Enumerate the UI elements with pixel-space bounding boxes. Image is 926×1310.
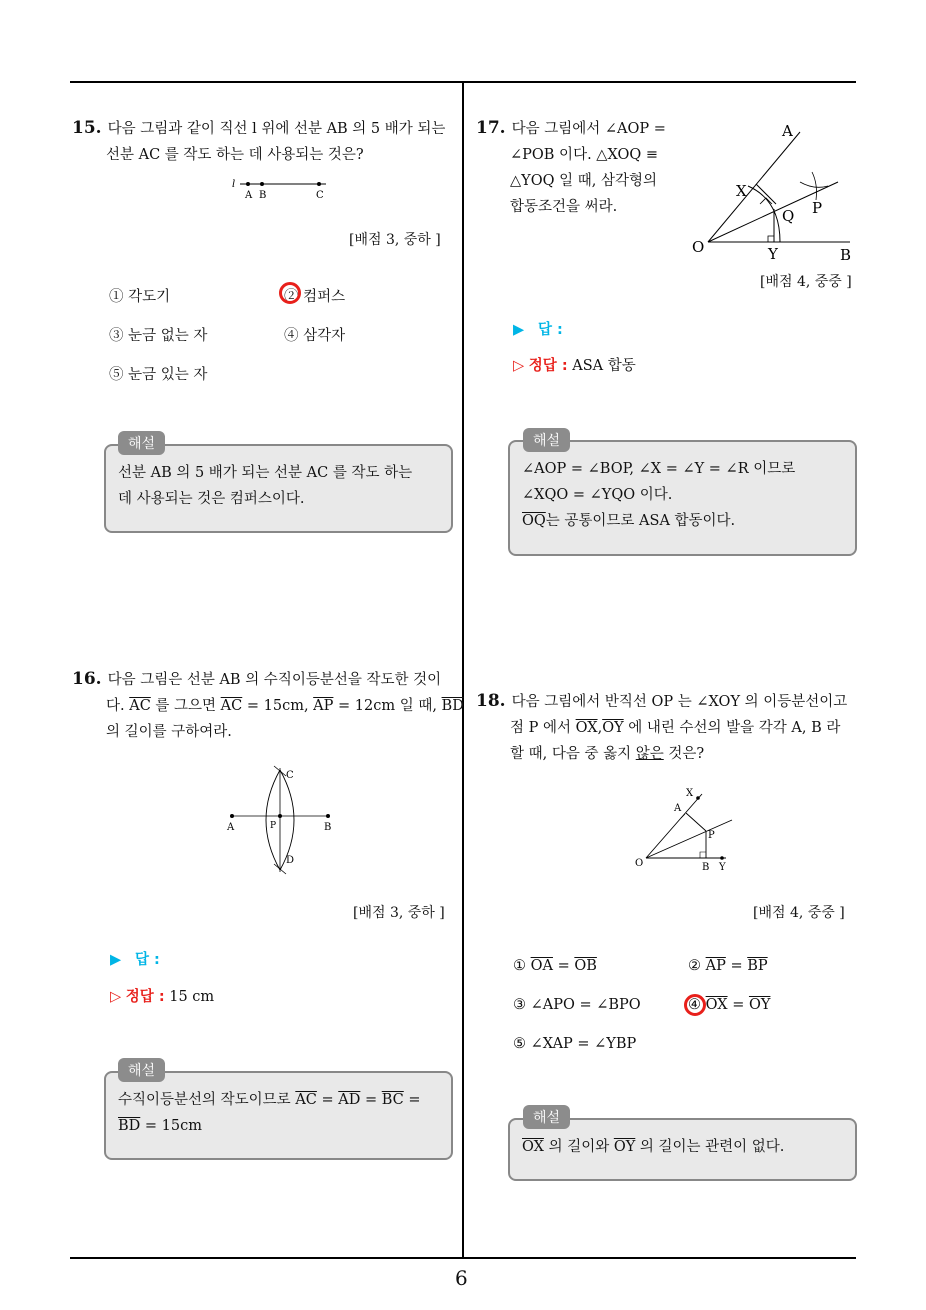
question-text: 다음 그림에서 ∠AOP = bbox=[511, 121, 666, 137]
segment-ac: $\overline{AC}$ bbox=[220, 698, 243, 714]
explanation-box bbox=[104, 1071, 453, 1160]
correct-value: ASA 합동 bbox=[572, 358, 636, 374]
explanation-text: 의 길이는 관련이 없다. bbox=[639, 1139, 785, 1155]
option-number: ② bbox=[688, 958, 701, 974]
correct-answer bbox=[110, 985, 214, 1006]
correct-answer-mark bbox=[279, 282, 301, 304]
question-text: 다음 그림과 같이 직선 l 위에 선분 AB 의 5 배가 되는 bbox=[107, 121, 446, 137]
segment-ox: $\overline{OX}$ bbox=[522, 1139, 544, 1155]
correct-answer bbox=[513, 354, 636, 375]
option-2[interactable]: ② 컴퍼스 bbox=[284, 289, 346, 305]
point-a bbox=[230, 814, 234, 818]
question-text: = 15cm, bbox=[246, 698, 309, 714]
score-meta: [배점 3, 중하 ] bbox=[349, 232, 441, 248]
question-text: 것은? bbox=[668, 746, 705, 762]
label-p: P bbox=[708, 830, 715, 841]
option-3[interactable]: ③ ∠APO = ∠BPO bbox=[513, 997, 641, 1013]
point-y bbox=[720, 856, 724, 860]
label-p: P bbox=[812, 199, 823, 217]
explanation-tag: 해설 bbox=[523, 428, 570, 452]
segment-ap: $\overline{AP}$ bbox=[313, 698, 334, 714]
score-meta: [배점 4, 중중 ] bbox=[753, 905, 845, 921]
segment-bd: $\overline{BD}$ bbox=[441, 698, 464, 714]
label-d: D bbox=[286, 855, 295, 866]
question-text: △YOQ 일 때, 삼각형의 bbox=[510, 173, 657, 189]
question-15 bbox=[72, 115, 457, 168]
label-x: X bbox=[736, 182, 747, 200]
label-c: C bbox=[286, 770, 294, 781]
answer-label: 답 : bbox=[134, 952, 160, 968]
equals: = bbox=[730, 958, 743, 974]
play-icon: ▶ bbox=[110, 952, 122, 968]
label-o: O bbox=[692, 238, 705, 256]
explanation-text: = 15cm bbox=[144, 1118, 202, 1134]
question-text: ∠POB 이다. △XOQ ≡ bbox=[510, 147, 659, 163]
question-16 bbox=[72, 666, 464, 745]
column-divider bbox=[462, 81, 464, 1259]
option-4[interactable]: ④ 삼각자 bbox=[284, 328, 346, 344]
bottom-rule bbox=[70, 1257, 856, 1259]
label-a: A bbox=[674, 803, 682, 814]
question-18: 18. 다음 그림에서 반직선 OP 는 ∠XOY 의 이등분선이고 점 P 에서 $\overline{OX},\overline{OY}$ 에 내린 수선의 발을 각각 A, B 라 할 때, 다음 중 옳지 않은 것은? bbox=[476, 691, 848, 762]
option-3[interactable]: ③ 눈금 없는 자 bbox=[109, 328, 208, 344]
figure-line-segment bbox=[228, 176, 338, 202]
question-number: 16. bbox=[72, 669, 102, 689]
point-x bbox=[696, 796, 700, 800]
point-p bbox=[278, 814, 282, 818]
figure-angle-bisector bbox=[688, 120, 860, 265]
question-text: = 12cm 일 때, bbox=[338, 698, 437, 714]
segment-bp: $\overline{BP}$ bbox=[747, 958, 768, 974]
ray-oy: $\overline{OY}$ bbox=[602, 720, 624, 736]
label-q: Q bbox=[782, 207, 795, 225]
explanation-box bbox=[508, 440, 857, 556]
ray-ox: $\overline{OX}$ bbox=[575, 720, 598, 736]
segment-oq: $\overline{OQ}$ bbox=[522, 513, 546, 529]
question-text: 를 그으면 bbox=[155, 698, 217, 714]
question-text: 다음 그림은 선분 AB 의 수직이등분선을 작도한 것이 bbox=[107, 672, 442, 688]
question-text: 의 길이를 구하여라. bbox=[106, 724, 232, 740]
correct-label: 정답 : bbox=[125, 989, 165, 1005]
segment-ox: $\overline{OX}$ bbox=[705, 997, 728, 1013]
triangle-icon: ▷ bbox=[513, 358, 525, 374]
underlined-word: 않은 bbox=[635, 746, 664, 762]
segment-oy: $\overline{OY}$ bbox=[613, 1139, 636, 1155]
explanation-text: 선분 AB 의 5 배가 되는 선분 AC 를 작도 하는 bbox=[118, 465, 413, 481]
label-y: Y bbox=[768, 245, 778, 263]
score-meta: [배점 4, 중중 ] bbox=[760, 274, 852, 290]
question-text: 다. bbox=[106, 698, 125, 714]
label-a: A bbox=[782, 122, 793, 140]
label-o: O bbox=[635, 858, 644, 869]
correct-label: 정답 : bbox=[528, 358, 568, 374]
answer-line bbox=[513, 318, 563, 339]
score-meta: [배점 3, 중하 ] bbox=[353, 905, 445, 921]
option-2[interactable] bbox=[688, 958, 768, 974]
option-number: ① bbox=[513, 958, 526, 974]
explanation-text: 의 길이와 bbox=[548, 1139, 610, 1155]
segment-ob: $\overline{OB}$ bbox=[574, 958, 597, 974]
question-text: 다음 그림에서 반직선 OP 는 ∠XOY 의 이등분선이고 bbox=[511, 694, 848, 710]
equals: = bbox=[732, 997, 745, 1013]
segment-ac: $\overline{AC}$ bbox=[295, 1092, 317, 1108]
correct-answer-mark bbox=[684, 994, 706, 1016]
segment-oa: $\overline{OA}$ bbox=[530, 958, 553, 974]
label-a: A bbox=[227, 822, 235, 833]
explanation-text: ∠AOP = ∠BOP, ∠X = ∠Y = ∠R 이므로 bbox=[522, 461, 796, 477]
segment-bd: $\overline{BD}$ bbox=[118, 1118, 141, 1134]
figure-perpendicular-bisector bbox=[222, 762, 342, 878]
equals: = bbox=[364, 1092, 378, 1108]
figure-angle-bisector-perpendiculars bbox=[630, 784, 740, 876]
explanation-text: 데 사용되는 것은 컴퍼스이다. bbox=[118, 491, 305, 507]
label-b: B bbox=[324, 822, 332, 833]
play-icon: ▶ bbox=[513, 322, 525, 338]
question-number: 17. bbox=[476, 118, 506, 138]
label-l: l bbox=[232, 179, 236, 190]
explanation-tag: 해설 bbox=[118, 1058, 165, 1082]
correct-value: 15 cm bbox=[169, 989, 215, 1005]
question-number: 15. bbox=[72, 118, 102, 138]
label-x: X bbox=[686, 788, 694, 799]
label-c: C bbox=[316, 190, 324, 201]
explanation-text: ∠XQO = ∠YQO 이다. bbox=[522, 487, 673, 503]
segment-oy: $\overline{OY}$ bbox=[748, 997, 771, 1013]
answer-label: 답 : bbox=[537, 322, 563, 338]
label-a: A bbox=[245, 190, 253, 201]
option-1[interactable] bbox=[513, 958, 597, 974]
point-b bbox=[260, 182, 264, 186]
explanation-tag: 해설 bbox=[523, 1105, 570, 1129]
question-text: 선분 AC 를 작도 하는 데 사용되는 것은? bbox=[106, 147, 364, 163]
option-5[interactable]: ⑤ 눈금 있는 자 bbox=[109, 367, 208, 383]
point-a bbox=[246, 182, 250, 186]
answer-line bbox=[110, 948, 160, 969]
label-b: B bbox=[259, 190, 267, 201]
question-17 bbox=[476, 115, 681, 220]
equals: = bbox=[408, 1092, 421, 1108]
label-b: B bbox=[702, 862, 710, 873]
explanation-tag: 해설 bbox=[118, 431, 165, 455]
segment-ac: $\overline{AC}$ bbox=[129, 698, 151, 714]
question-text: 할 때, 다음 중 옳지 bbox=[510, 746, 632, 762]
segment-bc: $\overline{BC}$ bbox=[381, 1092, 404, 1108]
option-5[interactable]: ⑤ ∠XAP = ∠YBP bbox=[513, 1036, 637, 1052]
equals: = bbox=[321, 1092, 334, 1108]
label-p: P bbox=[270, 821, 277, 831]
page-number: 6 bbox=[455, 1266, 468, 1290]
question-number: 18. bbox=[476, 691, 506, 711]
explanation-box bbox=[104, 444, 453, 533]
question-text: 합동조건을 써라. bbox=[510, 199, 618, 215]
segment-ad: $\overline{AD}$ bbox=[338, 1092, 361, 1108]
triangle-icon: ▷ bbox=[110, 989, 122, 1005]
option-number: ④ bbox=[688, 997, 701, 1013]
explanation-text: 는 공통이므로 ASA 합동이다. bbox=[545, 513, 736, 529]
label-b: B bbox=[840, 246, 852, 264]
question-text: 에 내린 수선의 발을 각각 A, B 라 bbox=[628, 720, 841, 736]
label-y: Y bbox=[719, 862, 726, 873]
option-1[interactable]: ① 각도기 bbox=[109, 289, 171, 305]
point-b bbox=[326, 814, 330, 818]
question-text: 점 P 에서 bbox=[510, 720, 571, 736]
equals: = bbox=[557, 958, 570, 974]
point-c bbox=[317, 182, 321, 186]
explanation-text: 수직이등분선의 작도이므로 bbox=[118, 1092, 291, 1108]
segment-ap: $\overline{AP}$ bbox=[705, 958, 726, 974]
